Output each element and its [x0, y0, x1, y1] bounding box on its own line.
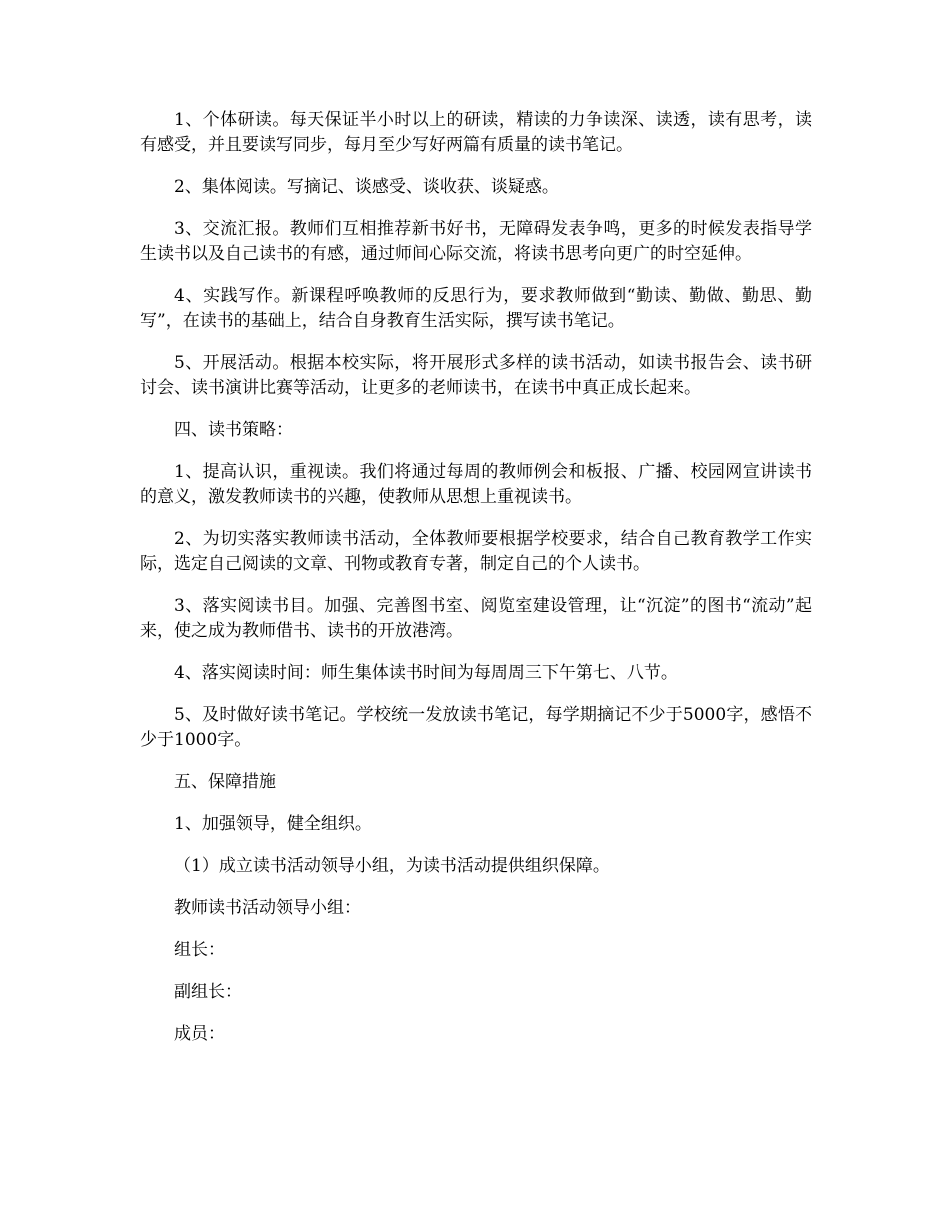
paragraph-activities: 5、开展活动。根据本校实际，将开展形式多样的读书活动，如读书报告会、读书研讨会、读书演讲比赛等活动，让更多的老师读书，在读书中真正成长起来。: [140, 353, 812, 398]
paragraph-practice-writing: 4、实践写作。新课程呼唤教师的反思行为，要求教师做到“勤读、勤做、勤思、勤写”，在读书的基础上，结合自身教育生活实际，撰写读书笔记。: [140, 286, 812, 331]
paragraph-deputy-leader: 副组长：: [174, 982, 242, 1002]
paragraph-group-title: 教师读书活动领导小组：: [174, 898, 361, 918]
paragraph-exchange-report: 3、交流汇报。教师们互相推荐新书好书，无障碍发表争鸣，更多的时候发表指导学生读书以及自己读书的有感，通过师间心际交流，将读书思考向更广的时空延伸。: [140, 219, 812, 264]
paragraph-reading-list: 3、落实阅读书目。加强、完善图书室、阅览室建设管理，让“沉淀”的图书“流动”起来，使之成为教师借书、读书的开放港湾。: [140, 596, 812, 641]
paragraph-leading-group: （1）成立读书活动领导小组，为读书活动提供组织保障。: [174, 856, 610, 876]
paragraph-raise-awareness: 1、提高认识，重视读。我们将通过每周的教师例会和板报、广播、校园网宣讲读书的意义，激发教师读书的兴趣，使教师从思想上重视读书。: [140, 462, 812, 507]
paragraph-implement-reading: 2、为切实落实教师读书活动，全体教师要根据学校要求，结合自己教育教学工作实际，选定自己阅读的文章、刊物或教育专著，制定自己的个人读书。: [140, 529, 812, 574]
paragraph-individual-reading: 1、个体研读。每天保证半小时以上的研读，精读的力争读深、读透，读有思考，读有感受，并且要读写同步，每月至少写好两篇有质量的读书笔记。: [140, 110, 812, 155]
paragraph-reading-time: 4、落实阅读时间：师生集体读书时间为每周周三下午第七、八节。: [174, 663, 678, 683]
paragraph-leadership: 1、加强领导，健全组织。: [174, 814, 372, 834]
paragraph-group-leader: 组长：: [174, 940, 225, 960]
paragraph-reading-notes: 5、及时做好读书笔记。学校统一发放读书笔记，每学期摘记不少于5000字，感悟不少于1000字。: [140, 705, 812, 750]
paragraph-group-reading: 2、集体阅读。写摘记、谈感受、谈收获、谈疑惑。: [174, 177, 559, 197]
section-heading-safeguards: 五、保障措施: [174, 772, 276, 792]
paragraph-members: 成员：: [174, 1024, 225, 1044]
document-body: [140, 108, 812, 1064]
section-heading-reading-strategy: 四、读书策略：: [174, 420, 293, 440]
